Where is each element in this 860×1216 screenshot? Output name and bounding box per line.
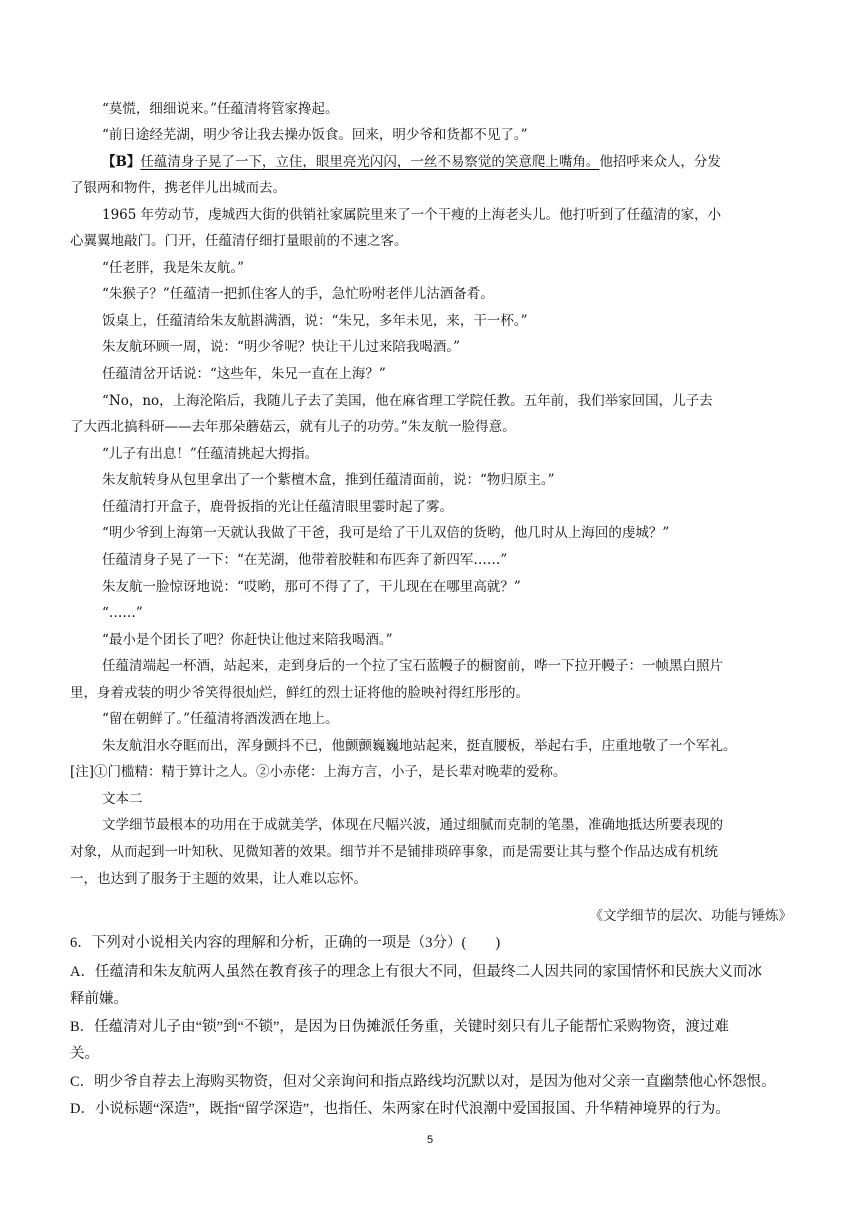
- passage-line: 朱友航转身从包里拿出了一个紫檀木盒，推到任蕴清面前，说：“物归原主。”: [102, 472, 555, 488]
- sentence-continuation: 他招呼来众人，分发: [599, 154, 721, 170]
- marker-b: 【B】: [102, 154, 141, 170]
- passage-line: 任蕴清端起一杯酒，站起来，走到身后的一个拉了宝石蓝幔子的橱窗前，哗一下拉开幔子：一帧黑白照片: [102, 658, 723, 674]
- option-d: D．小说标题“深造”，既指“留学深造”，也指任、朱两家在时代浪潮中爱国报国、升华精神境界的行为。: [70, 1101, 730, 1117]
- text2-line: 文学细节最根本的功用在于成就美学，体现在尺幅兴波，通过细腻而克制的笔墨，准确地抵达所要表现的: [102, 817, 723, 833]
- option-c: C．明少爷自荐去上海购买物资，但对父亲询问和指点路线均沉默以对，是因为他对父亲一直幽禁他心怀怨恨。: [70, 1074, 776, 1090]
- passage-line: 1965 年劳动节，虔城西大街的供销社家属院里来了一个干瘦的上海老头儿。他打听到了任蕴清的家，小: [102, 207, 722, 223]
- passage-line: “No，no，上海沦陷后，我随儿子去了美国，他在麻省理工学院任教。五年前，我们举家回国，儿子去: [102, 393, 713, 409]
- option-a: A．任蕴清和朱友航两人虽然在教育孩子的理念上有很大不同，但最终二人因共同的家国情怀和民族大义而冰: [70, 964, 762, 980]
- footnote: [注]①门槛精：精于算计之人。②小赤佬：上海方言，小子，是长辈对晚辈的爱称。: [70, 764, 567, 780]
- passage-line: 了大西北搞科研——去年那朵蘑菇云，就有儿子的功劳。”朱友航一脸得意。: [70, 419, 516, 435]
- passage-line: “最小是个团长了吧？你赶快让他过来陪我喝酒。”: [102, 632, 393, 648]
- passage-line: “……”: [102, 605, 143, 621]
- passage-line: 任蕴清打开盒子，鹿骨扳指的光让任蕴清眼里霎时起了雾。: [102, 499, 453, 515]
- option-b: B．任蕴清对儿子由“锁”到“不锁”，是因为日伪摊派任务重，关键时刻只有儿子能帮忙采购物资，渡过难: [70, 1019, 729, 1035]
- passage-line: “儿子有出息！”任蕴清挑起大拇指。: [102, 446, 319, 462]
- passage-line: “朱猴子？”任蕴清一把抓住客人的手，急忙吩咐老伴儿沽酒备肴。: [102, 286, 494, 302]
- passage-line: 朱友航环顾一周，说：“明少爷呢？快让干儿过来陪我喝酒。”: [102, 339, 461, 355]
- passage-line: 任蕴清身子晃了一下：“在芜湖，他带着胶鞋和布匹奔了新四军……”: [102, 552, 508, 568]
- passage-line: 里，身着戎装的明少爷笑得很灿烂，鲜红的烈士证将他的脸映衬得红彤彤的。: [70, 685, 529, 701]
- passage-line: “前日途经芜湖，明少爷让我去操办饭食。回来，明少爷和货都不见了。”: [102, 127, 528, 143]
- passage-line: 心翼翼地敲门。门开，任蕴清仔细打量眼前的不速之客。: [70, 233, 408, 249]
- passage-line: 朱友航一脸惊讶地说：“哎哟，那可不得了了，干儿现在在哪里高就？”: [102, 579, 521, 595]
- page-number: 5: [426, 1134, 434, 1146]
- text2-line: 一，也达到了服务于主题的效果，让人难以忘怀。: [70, 871, 367, 887]
- marked-sentence-line: [102, 152, 721, 172]
- option-b-continued: 关。: [70, 1046, 99, 1062]
- source-citation: 《文学细节的层次、功能与锤炼》: [589, 908, 792, 924]
- question-stem: 6．下列对小说相关内容的理解和分析，正确的一项是（3分）( ): [70, 935, 501, 951]
- passage-line: 任蕴清岔开话说：“这些年，朱兄一直在上海？”: [102, 366, 386, 382]
- option-a-continued: 释前嫌。: [70, 991, 128, 1007]
- passage-line: “莫慌，细细说来。”任蕴清将管家搀起。: [102, 101, 339, 117]
- text2-line: 对象，从而起到一叶知秋、见微知著的效果。细节并不是铺排琐碎事象，而是需要让其与整个作品达成有机统: [70, 844, 718, 860]
- passage-line: “任老胖，我是朱友航。”: [102, 260, 245, 276]
- text2-heading: 文本二: [102, 791, 143, 807]
- passage-line: “明少爷到上海第一天就认我做了干爸，我可是给了干儿双倍的货哟，他几时从上海回的虔城？”: [102, 525, 670, 541]
- passage-line: 朱友航泪水夺眶而出，浑身颤抖不已，他颤颤巍巍地站起来，挺直腰板，举起右手，庄重地敬了一个军礼。: [102, 738, 737, 754]
- passage-line: 饭桌上，任蕴清给朱友航斟满酒，说：“朱兄，多年未见，来，干一杯。”: [102, 313, 528, 329]
- underlined-sentence: 任蕴清身子晃了一下，立住，眼里亮光闪闪，一丝不易察觉的笑意爬上嘴角。: [140, 154, 600, 170]
- passage-line: “留在朝鲜了。”任蕴清将酒泼洒在地上。: [102, 711, 339, 727]
- passage-line: 了银两和物件，携老伴儿出城而去。: [70, 180, 286, 196]
